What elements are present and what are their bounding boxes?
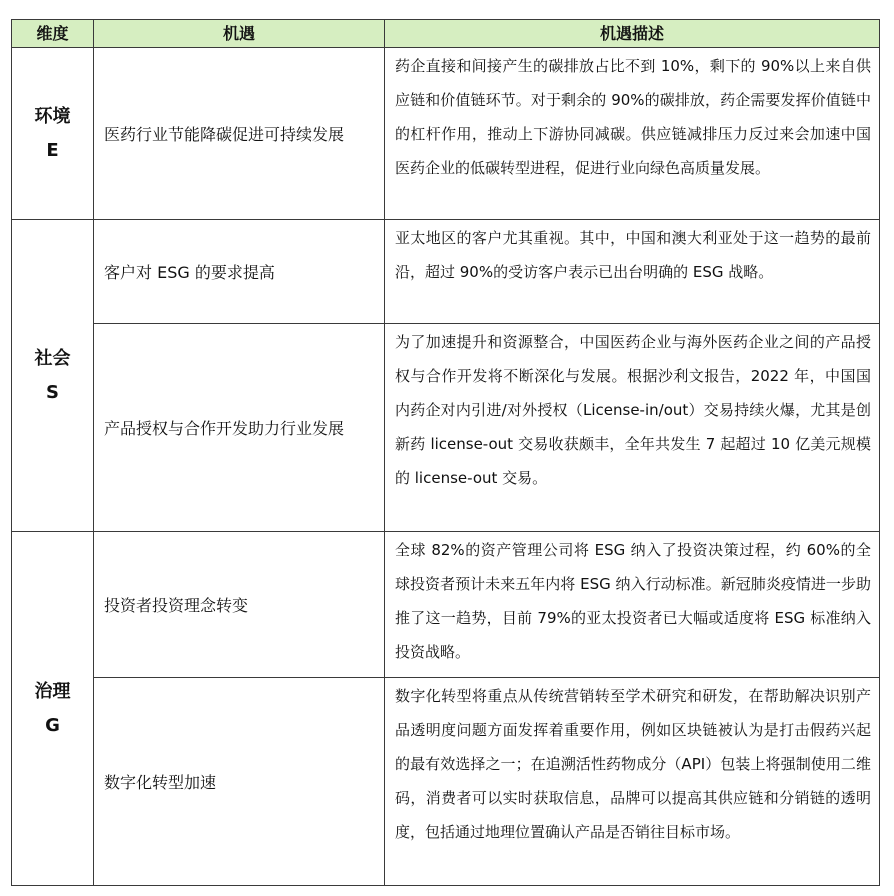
description-cell	[385, 324, 880, 532]
description-text: 全球 82%的资产管理公司将 ESG 纳入了投资决策过程，约 60%的全球投资者预计未来五年内将 ESG 纳入行动标准。新冠肺炎疫情进一步助推了这一趋势，目前 79%的亚太投资者已大幅或适度将 ESG 标准纳入投资战略。	[395, 541, 871, 661]
table-row	[12, 48, 880, 220]
header-description: 机遇描述	[385, 20, 880, 48]
dimension-name: 社会	[34, 347, 71, 369]
dimension-letter: E	[46, 139, 59, 161]
opportunity-cell: 数字化转型加速	[94, 678, 385, 886]
header-opportunity: 机遇	[94, 20, 385, 48]
dimension-letter: S	[46, 381, 59, 403]
table-row	[12, 532, 880, 678]
opportunity-cell: 客户对 ESG 的要求提高	[94, 220, 385, 324]
description-cell	[385, 48, 880, 220]
description-cell	[385, 678, 880, 886]
dimension-letter: G	[45, 714, 60, 736]
table-row	[12, 678, 880, 886]
header-row	[12, 20, 880, 48]
description-text: 数字化转型将重点从传统营销转至学术研究和研发，在帮助解决识别产品透明度问题方面发挥着重要作用，例如区块链被认为是打击假药兴起的最有效选择之一；在追溯活性药物成分（API）包装上将强制使用二维码，消费者可以实时获取信息，品牌可以提高其供应链和分销链的透明度，包括通过地理位置确认产品是否销往目标市场。	[395, 687, 871, 841]
dimension-cell-governance	[12, 532, 94, 886]
dimension-cell-social	[12, 220, 94, 532]
opportunity-cell: 医药行业节能降碳促进可持续发展	[94, 48, 385, 220]
description-cell	[385, 220, 880, 324]
header-dimension: 维度	[12, 20, 94, 48]
opportunity-cell: 投资者投资理念转变	[94, 532, 385, 678]
dimension-name: 治理	[34, 680, 71, 702]
opportunity-cell: 产品授权与合作开发助力行业发展	[94, 324, 385, 532]
esg-opportunity-table	[11, 19, 880, 886]
table-row	[12, 220, 880, 324]
description-text: 为了加速提升和资源整合，中国医药企业与海外医药企业之间的产品授权与合作开发将不断深化与发展。根据沙利文报告，2022 年，中国国内药企对内引进/对外授权（License-in/out）交易持续火爆，尤其是创新药 license-out 交易收获颇丰，全年共发生 7 起超过 10 亿美元规模的 license-out 交易。	[395, 333, 871, 487]
description-cell	[385, 532, 880, 678]
description-text: 亚太地区的客户尤其重视。其中，中国和澳大利亚处于这一趋势的最前沿，超过 90%的受访客户表示已出台明确的 ESG 战略。	[395, 229, 871, 281]
table-row	[12, 324, 880, 532]
description-text: 药企直接和间接产生的碳排放占比不到 10%，剩下的 90%以上来自供应链和价值链环节。对于剩余的 90%的碳排放，药企需要发挥价值链中的杠杆作用，推动上下游协同减碳。供应链减排压力反过来会加速中国医药企业的低碳转型进程，促进行业向绿色高质量发展。	[395, 57, 871, 177]
dimension-name: 环境	[34, 105, 71, 127]
dimension-cell-environment	[12, 48, 94, 220]
